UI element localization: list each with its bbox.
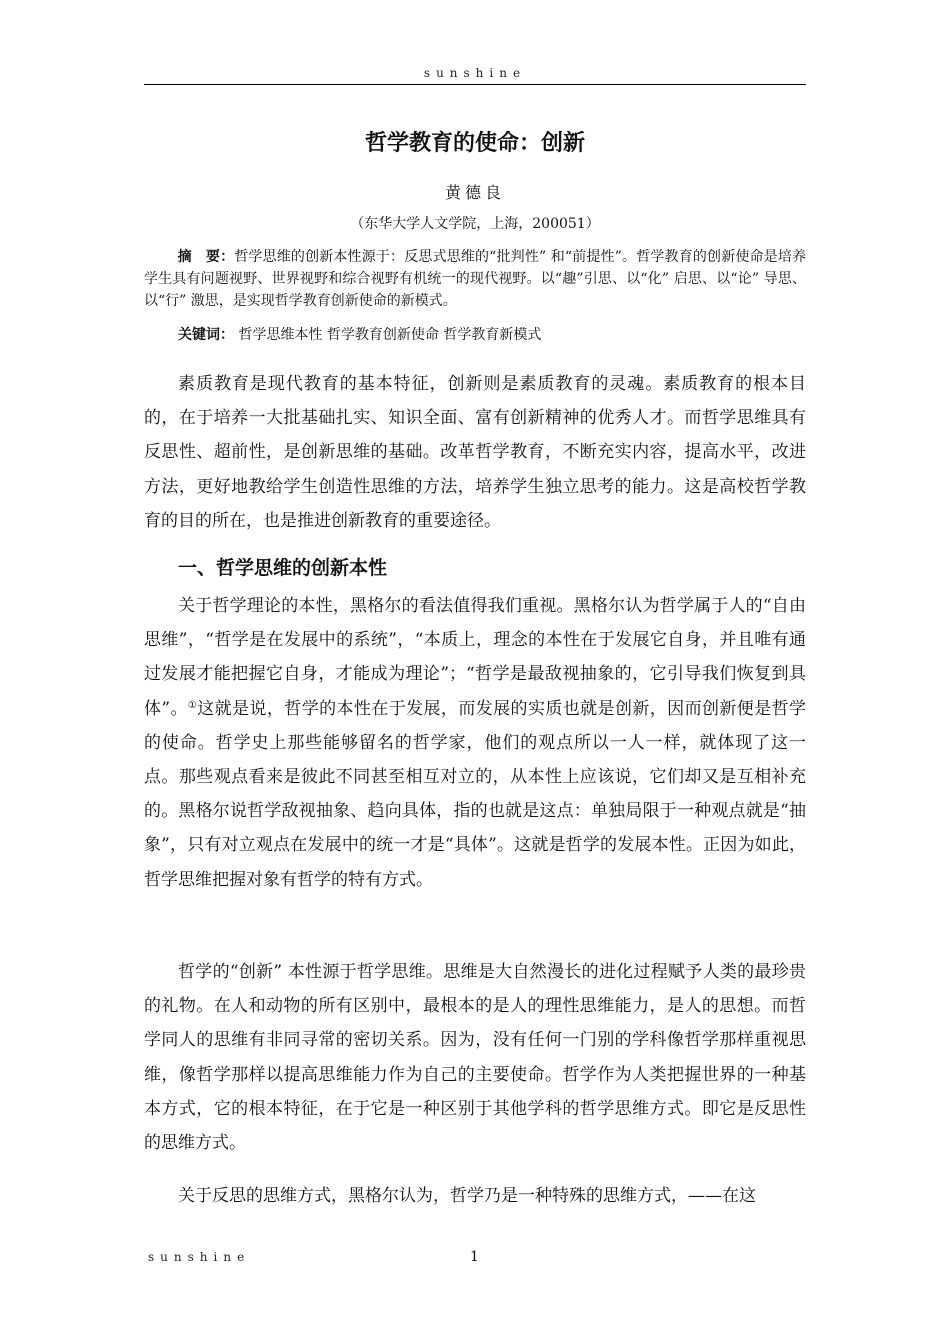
paragraph-1-text-a: 关于哲学理论的本性，黑格尔的看法值得我们重视。黑格尔认为哲学属于人的“自由思维”，“哲学是在发展中的系统”，“本质上，理念的本性在于发展它自身，并且唯有通过发展才能把握它自身，才能成为理论”；“哲学是最敌视抽象的，它引导我们恢复到具体”。	[144, 596, 806, 719]
abstract-label: 摘 要：	[177, 249, 235, 265]
affiliation: （东华大学人文学院，上海，200051）	[350, 216, 600, 232]
paper-title: 哲学教育的使命：创新	[364, 131, 585, 156]
header-rule	[144, 84, 806, 85]
running-footer: sunshine	[148, 1250, 251, 1264]
body-paragraph-3: 关于反思的思维方式，黑格尔认为，哲学乃是一种特殊的思维方式，——在这	[178, 1186, 756, 1206]
abstract-text: 哲学思维的创新本性源于：反思式思维的“批判性” 和“前提性”。哲学教育的创新使命是培养学生具有问题视野、世界视野和综合视野有机统一的现代视野。以“趣”引思、以“化” 启思、以“论” 导思、以“行” 激思，是实现哲学教育创新使命的新模式。	[144, 249, 807, 309]
abstract	[144, 246, 806, 312]
author: 黄德良	[444, 183, 505, 202]
page-number: 1	[470, 1249, 479, 1265]
keywords	[178, 324, 806, 346]
body-paragraph-2: 哲学的“创新” 本性源于哲学思维。思维是大自然漫长的进化过程赋予人类的最珍贵的礼物。在人和动物的所有区别中，最根本的是人的理性思维能力，是人的思想。而哲学同人的思维有非同寻常的密切关系。因为，没有任何一门别的学科像哲学那样重视思维，像哲学那样以提高思维能力作为自己的主要使命。哲学作为人类把握世界的一种基本方式，它的根本特征，在于它是一种区别于其他学科的哲学思维方式。即它是反思性的思维方式。	[144, 962, 806, 1154]
body-paragraph-1	[144, 589, 806, 897]
section-heading: 一、哲学思维的创新本性	[178, 557, 388, 579]
running-header: sunshine	[423, 66, 527, 80]
footnote-marker[interactable]: ①	[187, 699, 198, 711]
keywords-text: 哲学思维本性 哲学教育创新使命 哲学教育新模式	[234, 327, 542, 343]
keywords-label: 关键词：	[178, 327, 234, 343]
intro-paragraph: 素质教育是现代教育的基本特征，创新则是素质教育的灵魂。素质教育的根本目的，在于培养一大批基础扎实、知识全面、富有创新精神的优秀人才。而哲学思维具有反思性、超前性，是创新思维的基础。改革哲学教育，不断充实内容，提高水平，改进方法，更好地教给学生创造性思维的方法，培养学生独立思考的能力。这是高校哲学教育的目的所在，也是推进创新教育的重要途径。	[144, 374, 806, 531]
paragraph-1-text-b: 这就是说，哲学的本性在于发展，而发展的实质也就是创新，因而创新便是哲学的使命。哲学史上那些能够留名的哲学家，他们的观点所以一人一样，就体现了这一点。那些观点看来是彼此不同甚至相互对立的，从本性上应该说，它们却又是互相补充的。黑格尔说哲学敌视抽象、趋向具体，指的也就是这点：单独局限于一种观点就是“抽象”，只有对立观点在发展中的统一才是“具体”。这就是哲学的发展本性。正因为如此，哲学思维把握对象有哲学的特有方式。	[144, 698, 806, 890]
